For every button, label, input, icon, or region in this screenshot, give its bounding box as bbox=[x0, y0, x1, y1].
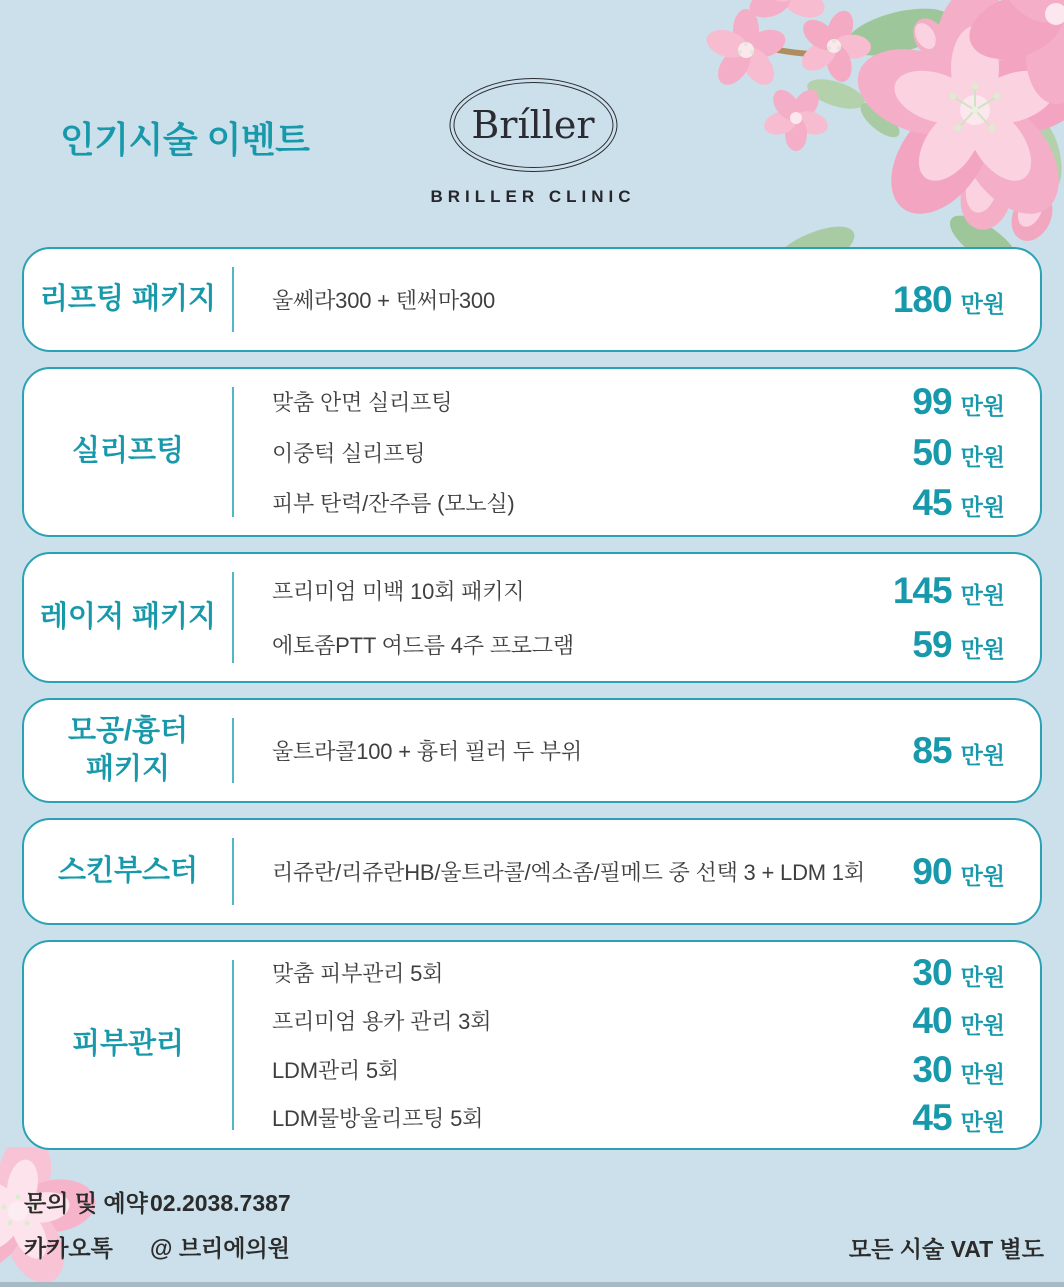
price-row bbox=[272, 431, 1005, 473]
logo-wordmark: Bríller bbox=[471, 103, 595, 147]
treatment-label: 피부 탄력/잔주름 (모노실) bbox=[272, 491, 515, 517]
category-name: 피부관리 bbox=[71, 1028, 185, 1061]
currency-unit: 만원 bbox=[960, 443, 1005, 470]
treatment-label: 맞춤 피부관리 5회 bbox=[272, 960, 444, 986]
clinic-logo bbox=[430, 78, 635, 207]
treatment-label: LDM물방울리프팅 5회 bbox=[272, 1106, 484, 1132]
price-card-thread-lifting bbox=[22, 367, 1042, 537]
treatment-label: 프리미엄 미백 10회 패키지 bbox=[272, 578, 525, 604]
currency-unit: 만원 bbox=[960, 1060, 1005, 1087]
price-value: 50 만원 bbox=[912, 431, 1005, 473]
price-value: 30 만원 bbox=[912, 951, 1005, 993]
category-name: 모공/흉터 패키지 bbox=[67, 714, 189, 785]
cherry-blossom-illustration-icon bbox=[684, 0, 1064, 270]
category-name: 스킨부스터 bbox=[57, 854, 199, 887]
price-card-lifting-package bbox=[22, 247, 1042, 352]
treatment-label: 리쥬란/리쥬란HB/울트라콜/엑소좀/필메드 중 선택 3 + LDM 1회 bbox=[272, 860, 865, 885]
treatment-label: LDM관리 5회 bbox=[272, 1057, 399, 1083]
currency-unit: 만원 bbox=[960, 494, 1005, 521]
price-row bbox=[272, 951, 1005, 993]
price-value: 99 만원 bbox=[912, 380, 1005, 422]
kakao-label: 카카오톡 bbox=[24, 1234, 113, 1261]
price-row bbox=[272, 732, 1005, 769]
price-value: 180 만원 bbox=[892, 279, 1005, 320]
currency-unit: 만원 bbox=[960, 1109, 1005, 1136]
price-row bbox=[272, 624, 1005, 666]
bottom-edge-strip bbox=[0, 1282, 1064, 1287]
price-row bbox=[272, 482, 1005, 524]
category-name: 실리프팅 bbox=[71, 435, 185, 468]
category-name: 리프팅 패키지 bbox=[39, 282, 217, 315]
treatment-label: 울쎄라300 + 텐써마300 bbox=[272, 288, 495, 313]
price-card-pore-scar-package bbox=[22, 698, 1042, 803]
price-row bbox=[272, 380, 1005, 422]
currency-unit: 만원 bbox=[960, 636, 1005, 663]
price-value: 90 만원 bbox=[912, 851, 1005, 892]
price-row bbox=[272, 281, 1005, 318]
price-card-skin-booster bbox=[22, 818, 1042, 925]
vat-note: 모든 시술 VAT 별도 bbox=[848, 1236, 1044, 1262]
logo-subtitle: BRILLER CLINIC bbox=[430, 187, 636, 206]
price-card-laser-package bbox=[22, 552, 1042, 683]
price-card-list bbox=[22, 247, 1042, 1150]
contact-phone: 02.2038.7387 bbox=[150, 1190, 291, 1216]
treatment-label: 이중턱 실리프팅 bbox=[272, 440, 426, 466]
price-card-skin-care bbox=[22, 940, 1042, 1150]
price-row bbox=[272, 853, 1005, 890]
price-value: 145 만원 bbox=[892, 569, 1005, 611]
currency-unit: 만원 bbox=[960, 1012, 1005, 1039]
price-value: 45 만원 bbox=[912, 482, 1005, 524]
logo-oval-frame bbox=[449, 78, 617, 172]
price-value: 59 만원 bbox=[912, 624, 1005, 666]
category-name: 레이저 패키지 bbox=[39, 600, 217, 633]
kakao-id: @ 브리에의원 bbox=[150, 1234, 290, 1261]
treatment-label: 맞춤 안면 실리프팅 bbox=[272, 389, 453, 415]
currency-unit: 만원 bbox=[960, 863, 1005, 889]
contact-info bbox=[24, 1190, 291, 1262]
page-title: 인기시술 이벤트 bbox=[60, 119, 310, 160]
price-value: 45 만원 bbox=[912, 1097, 1005, 1139]
treatment-label: 에토좀PTT 여드름 4주 프로그램 bbox=[272, 633, 574, 659]
price-value: 40 만원 bbox=[912, 1000, 1005, 1042]
price-row bbox=[272, 1048, 1005, 1090]
treatment-label: 프리미엄 용카 관리 3회 bbox=[272, 1009, 492, 1035]
price-row bbox=[272, 1097, 1005, 1139]
price-row bbox=[272, 569, 1005, 611]
currency-unit: 만원 bbox=[960, 291, 1005, 317]
currency-unit: 만원 bbox=[960, 581, 1005, 608]
currency-unit: 만원 bbox=[960, 392, 1005, 419]
currency-unit: 만원 bbox=[960, 742, 1005, 768]
currency-unit: 만원 bbox=[960, 963, 1005, 990]
price-value: 30 만원 bbox=[912, 1048, 1005, 1090]
price-value: 85 만원 bbox=[912, 730, 1005, 771]
contact-label: 문의 및 예약 bbox=[24, 1190, 148, 1216]
treatment-label: 울트라콜100 + 흉터 필러 두 부위 bbox=[272, 739, 582, 764]
price-row bbox=[272, 1000, 1005, 1042]
